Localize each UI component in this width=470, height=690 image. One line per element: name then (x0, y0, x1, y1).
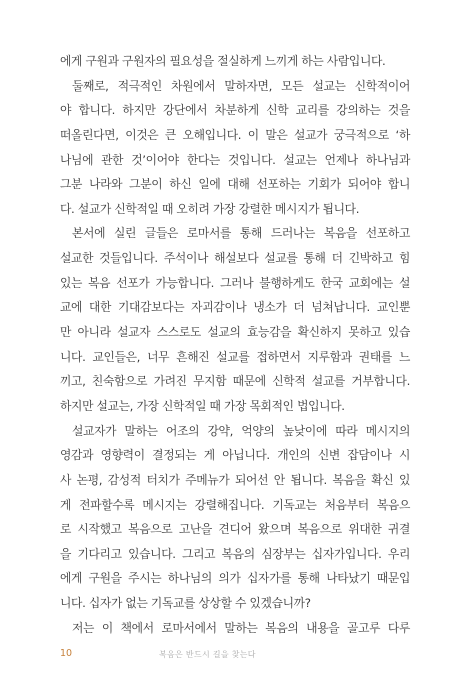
text-line: 로 시작했고 복음으로 고난을 견디어 왔으며 복음으로 위대한 귀결 (60, 522, 410, 537)
text-line: 니다. 교인들은, 너무 흔해진 설교를 접하면서 지루함과 권태를 느 (60, 349, 410, 364)
paragraph-first-line: 저는 이 책에서 로마서에서 말하는 복음의 내용을 골고루 다루 (72, 620, 410, 635)
text-line: 만 아니라 설교자 스스로도 설교의 효능감을 확신하지 못하고 있습 (60, 325, 410, 340)
paragraph-first-line: 둘째로, 적극적인 차원에서 말하자면, 모든 설교는 신학적이어 (72, 78, 410, 93)
text-line: 있는 복음 선포가 가능합니다. 그러나 불행하게도 한국 교회에는 설 (60, 275, 410, 290)
page-number: 10 (60, 648, 73, 659)
text-line: 나님에 관한 것’이어야 한다는 것입니다. 설교는 언제나 하나님과 (60, 152, 410, 167)
paragraph-first-line: 본서에 실린 글들은 로마서를 통해 드러나는 복음을 선포하고 (72, 226, 410, 241)
text-line: 니다. 십자가 없는 기독교를 상상할 수 있겠습니까? (60, 596, 311, 611)
paragraph-first-line: 설교자가 말하는 어조의 강약, 억양의 높낮이에 따라 메시지의 (72, 423, 410, 438)
text-line: 끼고, 친숙함으로 가려진 무지함 때문에 신학적 설교를 거부합니다. (60, 374, 410, 389)
body-text (60, 49, 410, 640)
text-line: 게 전파할수록 메시지는 강렬해집니다. 기독교는 처음부터 복음으 (60, 497, 410, 512)
text-line: 사 논평, 감성적 터치가 주메뉴가 되어선 안 됩니다. 복음을 확신 있 (60, 472, 410, 487)
text-line: 떠올린다면, 이것은 큰 오해입니다. 이 말은 설교가 궁극적으로 ‘하 (60, 127, 410, 142)
text-line: 을 기다리고 있습니다. 그리고 복음의 심장부는 십자가입니다. 우리 (60, 546, 410, 561)
text-line: 에게 구원을 주시는 하나님의 의가 십자가를 통해 나타났기 때문입 (60, 571, 410, 586)
text-line: 교에 대한 기대감보다는 자괴감이나 냉소가 더 넘쳐납니다. 교인뿐 (60, 300, 410, 315)
page-footer (0, 648, 470, 662)
running-title: 복음은 반드시 길을 찾는다 (159, 650, 256, 659)
text-line: 하지만 설교는, 가장 신학적일 때 가장 목회적인 법입니다. (60, 398, 345, 413)
text-line: 다. 설교가 신학적일 때 오히려 가장 강렬한 메시지가 됩니다. (60, 201, 360, 216)
text-line: 설교한 것들입니다. 주석이나 해설보다 설교를 통해 더 긴박하고 힘 (60, 251, 410, 266)
text-line: 그분 나라와 그분이 하신 일에 대해 선포하는 기회가 되어야 합니 (60, 177, 410, 192)
text-line: 야 합니다. 하지만 강단에서 차분하게 신학 교리를 강의하는 것을 (60, 103, 410, 118)
text-line: 에게 구원과 구원자의 필요성을 절실하게 느끼게 하는 사람입니다. (60, 54, 386, 68)
text-line: 영감과 영향력이 결정되는 게 아닙니다. 개인의 신변 잡담이나 시 (60, 448, 410, 463)
